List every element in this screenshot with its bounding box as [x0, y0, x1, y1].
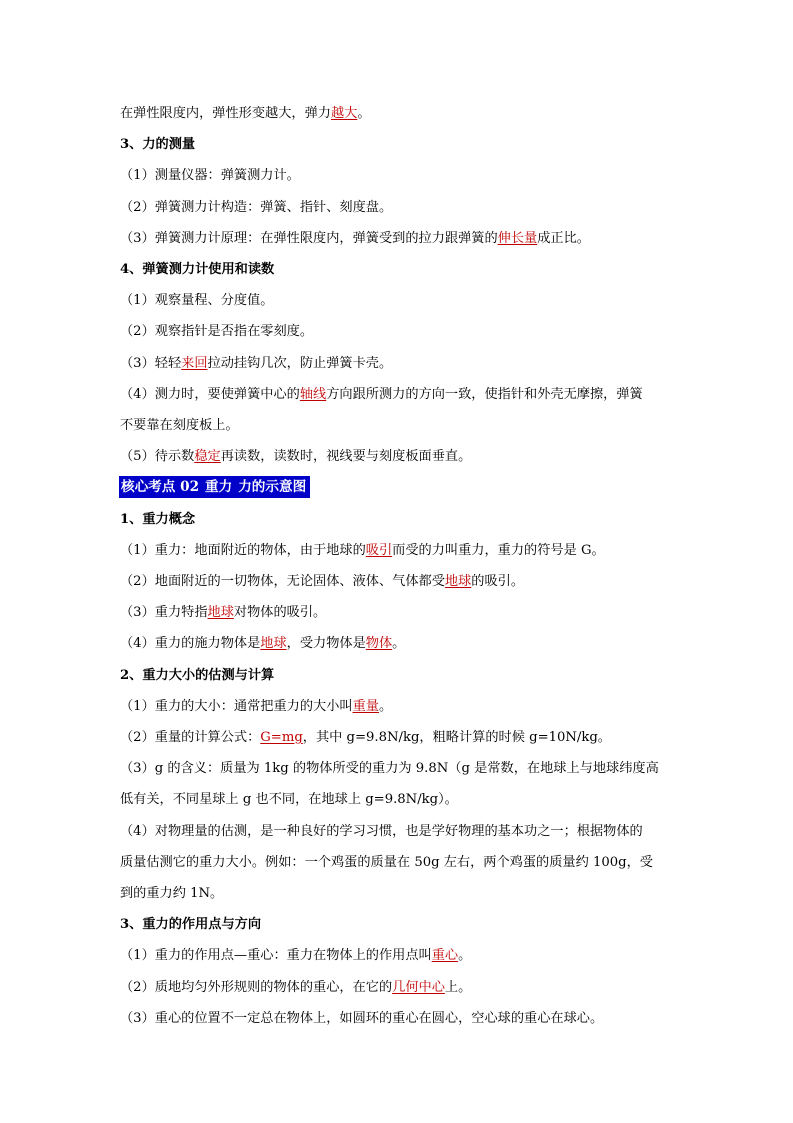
key-term: 地球: [207, 605, 234, 621]
text-run: 上。: [444, 979, 472, 995]
text-run: （1）重力：地面附近的物体，由于地球的: [120, 542, 366, 558]
key-term: 越大: [331, 106, 358, 121]
text-run: 。: [378, 698, 393, 714]
text-run: （2）弹簧测力计构造：弹簧、指针、刻度盘。: [120, 199, 393, 215]
text-run: 方向跟所测力的方向一致，使指针和外壳无摩擦，弹簧: [326, 386, 643, 402]
paragraph-line: [120, 285, 680, 316]
text-run: 3、重力的作用点与方向: [120, 917, 262, 933]
section-banner: [120, 472, 680, 503]
text-run: 质量估测它的重力大小。例如：一个鸡蛋的质量在 50g 左右，两个鸡蛋的质量约 100g，受: [120, 854, 653, 870]
key-term: 几何中心: [392, 979, 445, 995]
paragraph-line: [120, 223, 680, 254]
paragraph-line: [120, 847, 680, 878]
banner-text: 核心考点 02: [121, 479, 200, 496]
text-run: 。: [458, 948, 472, 964]
section-heading: [120, 504, 680, 535]
paragraph-line: [120, 722, 680, 753]
paragraph-line: [120, 878, 680, 909]
key-term: 伸长量: [497, 230, 538, 246]
key-term: G=mg: [260, 730, 303, 746]
text-run: （2）观察指针是否指在零刻度。: [120, 324, 314, 340]
paragraph-line: [120, 441, 680, 472]
text-run: （5）待示数: [120, 449, 195, 465]
text-run: （4）对物理量的估测，是一种良好的学习习惯，也是学好物理的基本功之一；根据物体的: [120, 823, 643, 839]
paragraph-line: [120, 535, 680, 566]
paragraph-line: [120, 192, 680, 223]
text-run: 。: [392, 636, 406, 652]
document-page: [120, 98, 680, 1034]
section-heading: [120, 660, 680, 691]
key-term: 重量: [352, 698, 379, 714]
text-run: 1、重力概念: [120, 511, 196, 527]
text-run: 不要靠在刻度板上。: [120, 418, 239, 434]
paragraph-line: [120, 691, 680, 722]
text-run: （3）g 的含义：质量为 1kg 的物体所受的重力为 9.8N（g 是常数，在地球上与地球纬度高: [120, 761, 659, 777]
paragraph-line: [120, 410, 680, 441]
key-term: 吸引: [365, 542, 393, 558]
text-run: （3）轻轻: [120, 355, 182, 371]
banner-text: 力的示意图: [238, 479, 307, 496]
text-run: 再读数，读数时，视线要与刻度板面垂直。: [220, 449, 472, 465]
text-run: 成正比。: [537, 230, 590, 246]
text-run: （2）重量的计算公式：: [120, 730, 261, 746]
paragraph-line: [120, 566, 680, 597]
banner-text: 重力: [205, 479, 233, 496]
paragraph-line: [120, 1003, 680, 1034]
text-run: （4）测力时，要使弹簧中心的: [120, 386, 300, 402]
text-run: （1）重力的作用点—重心：重力在物体上的作用点叫: [120, 948, 432, 964]
text-run: （4）重力的施力物体是: [120, 636, 261, 652]
text-run: （1）测量仪器：弹簧测力计。: [120, 168, 300, 184]
text-run: 的吸引。: [471, 574, 525, 590]
paragraph-line: [120, 597, 680, 628]
text-run: ，其中 g=9.8N/kg，粗略计算的时候 g=10N/kg。: [302, 730, 611, 746]
key-term: 物体: [365, 636, 393, 652]
key-term: 地球: [444, 574, 472, 590]
section-heading: [120, 254, 680, 285]
paragraph-line: [120, 316, 680, 347]
text-run: 而受的力叫重力，重力的符号是 G。: [392, 542, 605, 558]
text-run: 4、弹簧测力计使用和读数: [120, 262, 275, 278]
paragraph-line: [120, 753, 680, 784]
key-term: 地球: [260, 636, 287, 652]
paragraph-line: [120, 348, 680, 379]
paragraph-line: [120, 628, 680, 659]
text-run: 在弹性限度内，弹性形变越大，弹力: [120, 106, 331, 121]
text-run: 3、力的测量: [120, 137, 196, 153]
text-run: 对物体的吸引。: [233, 605, 327, 621]
paragraph-line: [120, 160, 680, 191]
key-term: 轴线: [299, 386, 327, 402]
section-banner-label: [119, 476, 310, 498]
paragraph-line: [120, 972, 680, 1003]
section-heading: [120, 129, 680, 160]
text-run: 拉动挂钩几次，防止弹簧卡壳。: [207, 355, 393, 371]
key-term: 稳定: [194, 449, 221, 465]
text-run: （2）质地均匀外形规则的物体的重心，在它的: [120, 979, 393, 995]
text-run: 低有关，不同星球上 g 也不同，在地球上 g=9.8N/kg）。: [120, 792, 458, 808]
text-run: （3）弹簧测力计原理：在弹性限度内，弹簧受到的拉力跟弹簧的: [120, 230, 498, 246]
paragraph-line: [120, 784, 680, 815]
text-run: （3）重力特指: [120, 605, 208, 621]
key-term: 重心: [431, 948, 459, 964]
paragraph-line: [120, 379, 680, 410]
text-run: 。: [357, 106, 371, 121]
text-run: （1）重力的大小：通常把重力的大小叫: [120, 698, 353, 714]
text-run: （1）观察量程、分度值。: [120, 293, 274, 309]
paragraph-line: [120, 816, 680, 847]
text-run: （2）地面附近的一切物体，无论固体、液体、气体都受: [120, 574, 445, 590]
text-run: （3）重心的位置不一定总在物体上，如圆环的重心在圆心，空心球的重心在球心。: [120, 1010, 604, 1026]
paragraph-line: [120, 98, 680, 129]
section-heading: [120, 909, 680, 940]
text-run: ，受力物体是: [286, 636, 366, 652]
text-run: 到的重力约 1N。: [120, 886, 224, 902]
paragraph-line: [120, 940, 680, 971]
text-run: 2、重力大小的估测与计算: [120, 667, 275, 683]
key-term: 来回: [181, 355, 208, 371]
